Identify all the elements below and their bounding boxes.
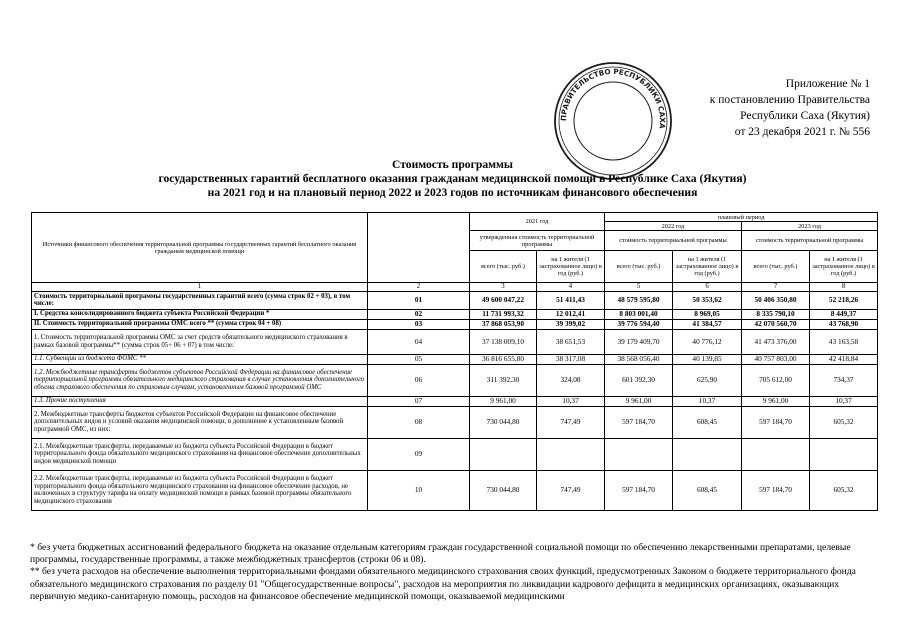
cell-value: 597 184,70 — [605, 470, 673, 510]
header-total-2022: всего (тыс. руб.) — [605, 251, 673, 283]
cell-value: 705 612,00 — [742, 364, 810, 396]
row-name: II. Стоимость территориальной программы ОМС всего ** (сумма строк 04 + 08) — [32, 319, 368, 329]
table-row — [32, 354, 878, 364]
appendix-republic-line: Республики Саха (Якутия) — [740, 110, 870, 122]
row-code: 09 — [368, 438, 470, 470]
cell-value: 12 012,41 — [537, 309, 605, 319]
row-name: Стоимость территориальной программы государственных гарантий всего (сумма строк 02 + 03), в том числе: — [32, 291, 368, 309]
cell-value: 9 961,00 — [742, 396, 810, 406]
cell-value: 730 044,80 — [470, 470, 537, 510]
cell-value: 10,37 — [537, 396, 605, 406]
col-number: 8 — [810, 283, 878, 292]
header-row-code — [368, 213, 470, 283]
cell-value: 49 600 047,22 — [470, 291, 537, 309]
cell-value: 608,45 — [673, 470, 742, 510]
col-number: 4 — [537, 283, 605, 292]
seal-ring-text: ПРАВИТЕЛЬСТВО РЕСПУБЛИКИ САХА — [558, 66, 668, 130]
cell-value: 40 757 803,00 — [742, 354, 810, 364]
row-name: 1.2. Межбюджетные трансферты бюджетов субъектов Российской Федерации на финансовое обеспечение территориальной программы обязательного медицинского страхования в случае установления дополнительного объема страхового обеспечения по страховым случаям, установленным базовой программой ОМС — [32, 364, 368, 396]
cell-value: 747,49 — [537, 406, 605, 438]
header-year-2023: 2023 год — [742, 222, 878, 231]
cell-value: 40 776,12 — [673, 329, 742, 354]
cell-value: 597 184,70 — [742, 470, 810, 510]
cell-value: 36 816 655,80 — [470, 354, 537, 364]
cell-value: 10,37 — [810, 396, 878, 406]
cell-value: 43 163,58 — [810, 329, 878, 354]
cell-value: 41 473 376,00 — [742, 329, 810, 354]
col-number: 3 — [470, 283, 537, 292]
cell-value: 41 384,57 — [673, 319, 742, 329]
cell-value: 50 353,62 — [673, 291, 742, 309]
cell-value — [470, 438, 537, 470]
cell-value: 39 179 409,70 — [605, 329, 673, 354]
header-total-2021: всего (тыс. руб.) — [470, 251, 537, 283]
cell-value: 42 418,84 — [810, 354, 878, 364]
header-program-cost-2023: стоимость территориальной программы — [742, 231, 878, 251]
col-number: 2 — [368, 283, 470, 292]
appendix-decree-line: к постановлению Правительства — [709, 94, 870, 106]
header-total-2023: всего (тыс. руб.) — [742, 251, 810, 283]
row-code: 02 — [368, 309, 470, 319]
cell-value: 734,37 — [810, 364, 878, 396]
row-name: 1. Стоимость территориальной программы ОМС за счет средств обязательного медицинского страхования в рамках базовой программы** (сумма строк 05+ 06 + 07) в том числе: — [32, 329, 368, 354]
cell-value: 42 070 560,70 — [742, 319, 810, 329]
cell-value: 38 568 056,40 — [605, 354, 673, 364]
table-row — [32, 291, 878, 309]
row-code: 05 — [368, 354, 470, 364]
row-code: 04 — [368, 329, 470, 354]
cell-value: 39 399,02 — [537, 319, 605, 329]
footnote-2: ** без учета расходов на обеспечение выполнения территориальными фондами обязательного медицинского страхования своих функций, предусмотренных Законом о бюджете территориального фонда обязательного медицинского страхования по разделу 01 "Общегосударственные вопросы", расходов на мероприятия по ликвидации кадрового дефицита в медицинских организациях, оказывающих первичную медико-санитарную помощь, расходов на финансовое обеспечение медицинской помощи, оказываемой медицинскими — [30, 566, 856, 602]
table-row — [32, 329, 878, 354]
footnotes — [30, 542, 880, 603]
row-code: 03 — [368, 319, 470, 329]
table-row — [32, 438, 878, 470]
cell-value — [810, 438, 878, 470]
header-per-resident-2023: на 1 жителя (1 застрахованное лицо) в год (руб.) — [810, 251, 878, 283]
cell-value: 37 868 053,90 — [470, 319, 537, 329]
cell-value: 8 969,05 — [673, 309, 742, 319]
table-row — [32, 470, 878, 510]
row-name: 2. Межбюджетные трансферты бюджетов субъектов Российской Федерации на финансовое обеспечение дополнительных видов и условий оказания медицинской помощи, в дополнение к установленным базовой программой ОМС, из них: — [32, 406, 368, 438]
cell-value: 324,08 — [537, 364, 605, 396]
cell-value — [742, 438, 810, 470]
cell-value: 38 317,08 — [537, 354, 605, 364]
cell-value: 40 139,85 — [673, 354, 742, 364]
table-row — [32, 406, 878, 438]
table-row — [32, 364, 878, 396]
table-row — [32, 309, 878, 319]
cell-value: 9 961,00 — [470, 396, 537, 406]
column-number-row — [32, 283, 878, 292]
header-program-cost-2022: стоимость территориальной программы — [605, 231, 742, 251]
col-number: 5 — [605, 283, 673, 292]
header-planned-period: плановый период — [605, 213, 878, 222]
cell-value: 11 731 993,32 — [470, 309, 537, 319]
cell-value: 8 449,37 — [810, 309, 878, 319]
table-row — [32, 319, 878, 329]
cell-value: 605,32 — [810, 406, 878, 438]
table-row — [32, 396, 878, 406]
cell-value: 50 406 350,80 — [742, 291, 810, 309]
cell-value: 48 579 595,80 — [605, 291, 673, 309]
cell-value: 601 392,30 — [605, 364, 673, 396]
cell-value: 8 803 001,40 — [605, 309, 673, 319]
cell-value — [537, 438, 605, 470]
col-number: 1 — [32, 283, 368, 292]
row-name: 2.2. Межбюджетные трансферты, передаваемые из бюджета субъекта Российской Федерации в бюджет территориального фонда обязательного медицинского страхования на финансовое обеспечение расходов, не включенных в структуру тарифа на оплату медицинской помощи в рамках базовой программы обязательного медицинского страхования — [32, 470, 368, 510]
cell-value: 39 776 594,40 — [605, 319, 673, 329]
appendix-number: Приложение № 1 — [785, 78, 870, 90]
cell-value: 597 184,70 — [742, 406, 810, 438]
title-line-2: государственных гарантий бесплатного оказания гражданам медицинской помощи в Республике Саха (Якутия) — [158, 172, 747, 185]
document-title — [40, 158, 865, 200]
title-line-1: Стоимость программы — [392, 158, 513, 171]
cell-value: 10,37 — [673, 396, 742, 406]
row-name: I. Средства консолидированного бюджета субъекта Российской Федерации * — [32, 309, 368, 319]
program-cost-table — [31, 212, 878, 511]
header-year-2022: 2022 год — [605, 222, 742, 231]
cell-value: 38 651,53 — [537, 329, 605, 354]
cell-value: 52 218,26 — [810, 291, 878, 309]
appendix-header — [640, 76, 870, 140]
title-line-3: на 2021 год и на плановый период 2022 и 2023 годов по источникам финансового обеспечения — [207, 186, 698, 199]
row-name: 1.1. Субвенции из бюджета ФОМС ** — [32, 354, 368, 364]
cell-value: 747,49 — [537, 470, 605, 510]
cell-value: 51 411,43 — [537, 291, 605, 309]
row-code: 08 — [368, 406, 470, 438]
appendix-date-line: от 23 декабря 2021 г. № 556 — [734, 126, 870, 138]
row-name: 2.1. Межбюджетные трансферты, передаваемые из бюджета субъекта Российской Федерации в бюджет территориального фонда обязательного медицинского страхования на финансовое обеспечение дополнительных видов медицинской помощи — [32, 438, 368, 470]
header-per-resident-2022: на 1 жителя (1 застрахованное лицо) в год (руб.) — [673, 251, 742, 283]
row-code: 06 — [368, 364, 470, 396]
row-code: 10 — [368, 470, 470, 510]
cell-value: 605,32 — [810, 470, 878, 510]
col-number: 6 — [673, 283, 742, 292]
cell-value — [605, 438, 673, 470]
cell-value: 608,45 — [673, 406, 742, 438]
cell-value: 730 044,80 — [470, 406, 537, 438]
cell-value: 9 961,00 — [605, 396, 673, 406]
cell-value: 597 184,70 — [605, 406, 673, 438]
cell-value: 37 138 009,10 — [470, 329, 537, 354]
cell-value: 625,90 — [673, 364, 742, 396]
header-approved-cost: утвержденная стоимость территориальной программы — [470, 231, 605, 251]
row-code: 01 — [368, 291, 470, 309]
col-number: 7 — [742, 283, 810, 292]
header-source: Источники финансового обеспечения территориальной программы государственных гарантий бесплатного оказания гражданам медицинской помощи — [32, 213, 368, 283]
cell-value: 311 392,30 — [470, 364, 537, 396]
header-per-resident-2021: на 1 жителя (1 застрахованное лицо) в год (руб.) — [537, 251, 605, 283]
cell-value: 8 335 790,10 — [742, 309, 810, 319]
row-name: 1.3. Прочие поступления — [32, 396, 368, 406]
cell-value: 43 768,90 — [810, 319, 878, 329]
header-year-2021: 2021 год — [470, 213, 605, 231]
footnote-1: * без учета бюджетных ассигнований федерального бюджета на оказание отдельным категориям граждан государственной социальной помощи по обеспечению лекарственными препаратами, целевые программы, государственные программы, а также межбюджетных трансфертов (строки 06 и 08). — [30, 542, 851, 566]
row-code: 07 — [368, 396, 470, 406]
cell-value — [673, 438, 742, 470]
